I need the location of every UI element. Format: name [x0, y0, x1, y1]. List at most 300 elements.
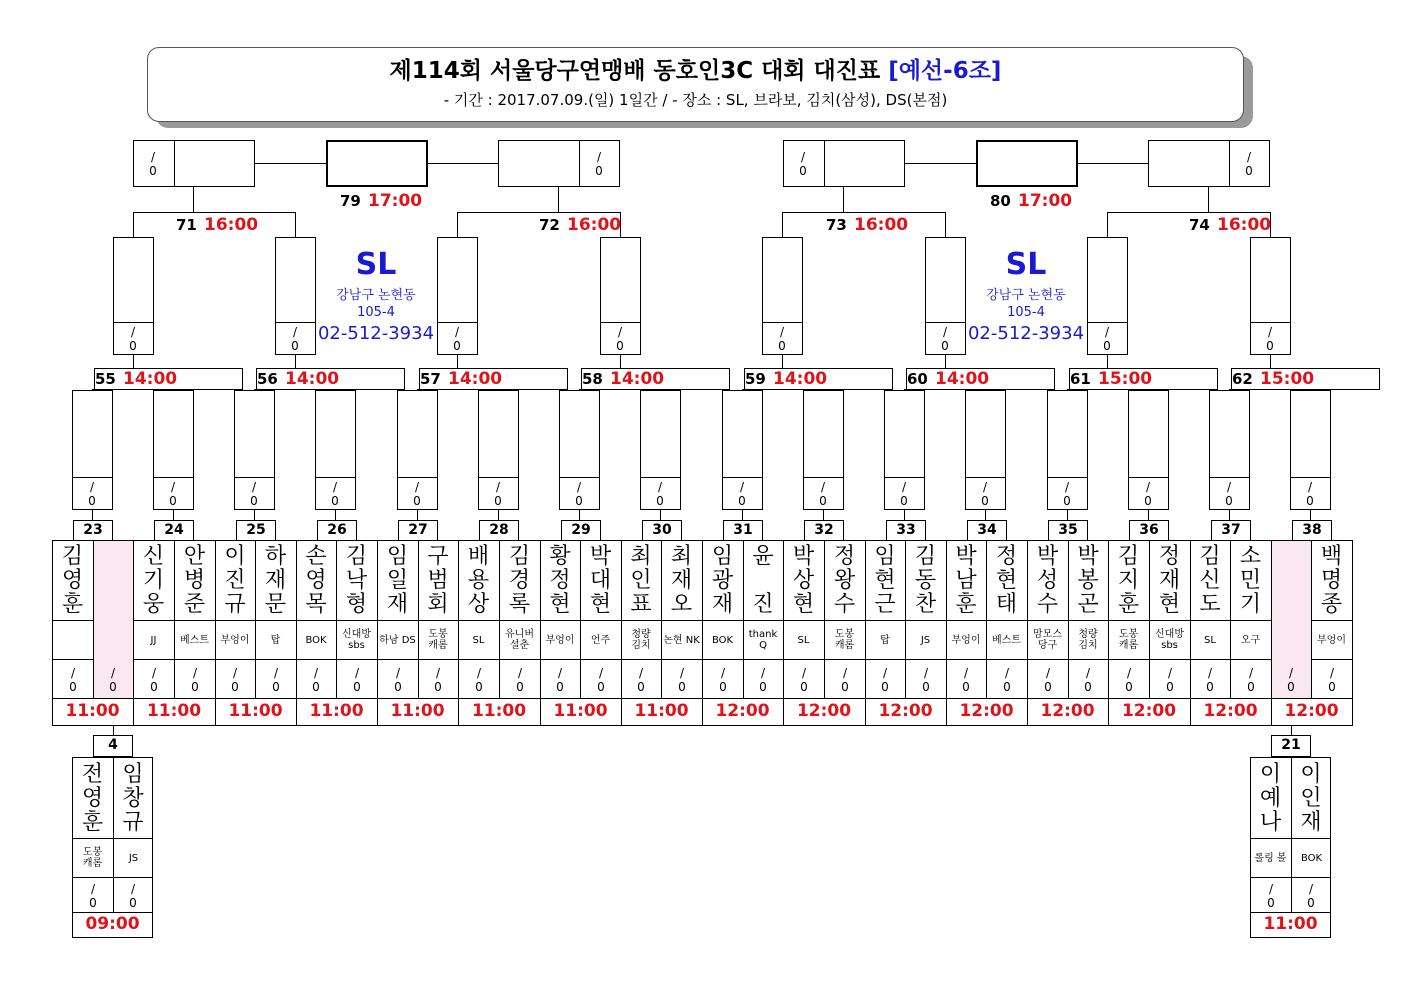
player-slash: / [801, 666, 807, 680]
player-score: 0 [89, 896, 97, 910]
semi-72-time: 16:00 [567, 215, 622, 235]
match-25-number: 25 [246, 522, 266, 538]
player-score: 0 [800, 680, 808, 694]
final-winner-slot [976, 140, 1078, 187]
semi-slot-slash: / [942, 325, 948, 339]
bracket-line [113, 725, 114, 735]
match-24-number: 24 [164, 522, 184, 538]
bracket-line [803, 477, 844, 478]
venue-phone: 02-512-3934 [967, 323, 1085, 344]
final-winner-slot [326, 140, 428, 187]
player-club: 부엉이 [220, 634, 250, 646]
player-name: 임 광 재 [711, 544, 734, 617]
player-name: 소 민 기 [1239, 544, 1262, 617]
match-28-number: 28 [489, 522, 509, 538]
quarter-slot-slash: / [1226, 480, 1232, 494]
player-club: 부엉이 [951, 634, 981, 646]
quarter-56-number: 56 [257, 370, 278, 388]
player-name: 김 지 훈 [1117, 544, 1140, 617]
player-slash: / [679, 666, 685, 680]
match-34-number: 34 [977, 522, 997, 538]
player-name: 박 상 현 [792, 544, 815, 617]
player-club: BOK [711, 634, 734, 646]
bracket-line [92, 510, 93, 520]
bracket-line [1078, 163, 1148, 164]
player-name: 김 동 찬 [914, 544, 937, 617]
player-club: 청량 김치 [1078, 629, 1098, 651]
player-slash: / [517, 666, 523, 680]
semi-71-number: 71 [176, 216, 197, 234]
bracket-line [824, 140, 825, 187]
player-name: 이 인 재 [1300, 762, 1322, 835]
bracket-line [1250, 877, 1331, 878]
player-club [94, 621, 132, 659]
player-slash: / [354, 666, 360, 680]
player-slash: / [70, 666, 76, 680]
player-score: 0 [353, 680, 361, 694]
player-score: 0 [719, 680, 727, 694]
player-name: 정 왕 수 [833, 544, 856, 617]
player-slash: / [1004, 666, 1010, 680]
player-club: 유니버 설춘 [505, 629, 534, 651]
player-club: 언주 [590, 634, 611, 646]
bracket-line [428, 163, 498, 164]
match-30-time: 11:00 [634, 701, 689, 721]
player-slash: / [232, 666, 238, 680]
match-31-number: 31 [733, 522, 753, 538]
final-right-slash: / [1246, 150, 1252, 164]
quarter-slot-slash: / [414, 480, 420, 494]
final-right-score: 0 [1245, 164, 1253, 178]
semi-slot-slash: / [1267, 325, 1273, 339]
bracket-line [397, 477, 438, 478]
player-club: SL [797, 634, 810, 646]
quarter-59-number: 59 [745, 370, 766, 388]
bracket-line [843, 187, 844, 212]
bracket-line [884, 477, 925, 478]
bracket-line [579, 140, 580, 187]
venue-address: 강남구 논현동 [336, 288, 416, 303]
player-score: 0 [1307, 896, 1315, 910]
match-29-time: 11:00 [553, 701, 608, 721]
player-slash: / [923, 666, 929, 680]
player-slash: / [90, 882, 96, 896]
quarter-slot-score: 0 [1063, 494, 1071, 508]
player-score: 0 [1287, 680, 1295, 694]
player-name: 구 범 회 [427, 544, 449, 617]
bracket-line [600, 322, 641, 323]
player-name: 최 재 오 [670, 544, 693, 617]
player-score: 0 [1166, 680, 1174, 694]
player-club: 베스트 [992, 634, 1021, 646]
quarter-58-time: 14:00 [610, 369, 665, 389]
player-score: 0 [231, 680, 239, 694]
bracket-line [72, 477, 113, 478]
bracket-line [254, 510, 255, 520]
final-80-number: 80 [990, 192, 1011, 210]
player-slash: / [313, 666, 319, 680]
player-score: 0 [637, 680, 645, 694]
bracket-line [782, 355, 783, 368]
player-slash: / [760, 666, 766, 680]
player-club: 하남 DS [379, 634, 416, 646]
quarter-slot-score: 0 [656, 494, 664, 508]
player-slash: / [1268, 882, 1274, 896]
player-club: 도봉 캐롬 [428, 629, 448, 651]
player-club: 부엉이 [545, 634, 575, 646]
bracket-line [1250, 912, 1331, 913]
quarter-62-number: 62 [1232, 370, 1253, 388]
player-name: 신 기 웅 [142, 544, 165, 617]
player-club: BOK [305, 634, 327, 646]
player-score: 0 [272, 680, 280, 694]
player-score: 0 [394, 680, 402, 694]
player-name: 이 예 나 [1259, 762, 1282, 835]
venue-address-number: 105-4 [1007, 305, 1045, 320]
player-slash: / [1329, 666, 1335, 680]
player-name: 김 신 도 [1199, 544, 1221, 617]
player-score: 0 [922, 680, 930, 694]
bracket-line [1250, 322, 1291, 323]
venue-name: SL [1005, 247, 1047, 282]
quarter-61-number: 61 [1070, 370, 1091, 388]
player-slash: / [395, 666, 401, 680]
match-24-time: 11:00 [146, 701, 202, 721]
quarter-slot-slash: / [89, 480, 95, 494]
match-38-number: 38 [1302, 522, 1322, 538]
match-37-time: 12:00 [1203, 701, 1258, 721]
player-slash: / [435, 666, 441, 680]
quarter-slot-slash: / [739, 480, 745, 494]
bracket-line [72, 912, 153, 913]
player-club: 도봉 캐롬 [834, 629, 855, 651]
player-score: 0 [475, 680, 483, 694]
player-slash: / [557, 666, 563, 680]
page-title: 제114회 서울당구연맹배 동호인3C 대회 대진표 [389, 58, 881, 84]
final-left-score: 0 [799, 164, 807, 178]
quarter-61-time: 15:00 [1098, 369, 1153, 389]
player-club: 신대방 sbs [1155, 629, 1184, 651]
semi-slot-slash: / [292, 325, 298, 339]
quarter-slot-score: 0 [169, 494, 177, 508]
match-38-time: 12:00 [1284, 701, 1339, 721]
prelim-4-time: 09:00 [85, 914, 140, 934]
player-score: 0 [434, 680, 442, 694]
player-club: JS [128, 852, 139, 864]
player-score: 0 [841, 680, 849, 694]
player-slash: / [1288, 666, 1294, 680]
player-score: 0 [1125, 680, 1133, 694]
match-31-time: 12:00 [715, 701, 770, 721]
bracket-line [1229, 140, 1230, 187]
player-slash: / [110, 666, 116, 680]
player-score: 0 [69, 680, 77, 694]
player-club [53, 621, 92, 659]
quarter-slot-score: 0 [575, 494, 583, 508]
player-slash: / [476, 666, 482, 680]
semi-slot-score: 0 [1103, 339, 1111, 353]
player-score: 0 [516, 680, 524, 694]
player-name: 배 용 상 [467, 544, 490, 617]
player-name: 임 창 규 [122, 762, 144, 835]
player-name: 최 인 표 [630, 544, 652, 617]
player-slash: / [273, 666, 279, 680]
bracket-line [823, 510, 824, 520]
match-26-number: 26 [327, 522, 347, 538]
bracket-line [457, 212, 458, 237]
player-club: 부엉이 [1317, 634, 1346, 646]
player-slash: / [151, 666, 157, 680]
quarter-slot-slash: / [1064, 480, 1070, 494]
player-slash: / [1045, 666, 1051, 680]
player-slash: / [130, 882, 136, 896]
player-name: 박 봉 곤 [1077, 544, 1099, 617]
quarter-slot-slash: / [657, 480, 663, 494]
player-slash: / [638, 666, 644, 680]
final-79-number: 79 [340, 192, 361, 210]
quarter-55-number: 55 [95, 370, 116, 388]
bracket-line [985, 510, 986, 520]
player-club: JS [920, 634, 931, 646]
semi-73-time: 16:00 [854, 215, 909, 235]
bracket-line [133, 355, 134, 368]
player-name: 정 현 태 [995, 544, 1018, 617]
player-score: 0 [1328, 680, 1336, 694]
bracket-line [945, 355, 946, 368]
bracket-line [1107, 355, 1108, 368]
player-club: 오구 [1240, 634, 1261, 646]
quarter-slot-slash: / [495, 480, 501, 494]
bracket-line [255, 163, 326, 164]
bracket-line [558, 187, 559, 212]
match-26-time: 11:00 [309, 701, 364, 721]
bracket-line [782, 212, 945, 213]
bracket-line [295, 212, 296, 237]
bracket-line [174, 140, 175, 187]
quarter-55-time: 14:00 [123, 369, 178, 389]
player-name: 안 병 준 [183, 544, 206, 617]
player-slash: / [963, 666, 969, 680]
player-name: 박 대 현 [589, 544, 612, 617]
player-score: 0 [1247, 680, 1255, 694]
quarter-slot-slash: / [1307, 480, 1313, 494]
bracket-line [1209, 477, 1250, 478]
match-28-time: 11:00 [471, 701, 527, 721]
quarter-58-number: 58 [582, 370, 603, 388]
quarter-60-time: 14:00 [935, 369, 990, 389]
quarter-slot-slash: / [982, 480, 988, 494]
match-37-number: 37 [1221, 522, 1241, 538]
quarter-57-number: 57 [420, 370, 441, 388]
player-slash: / [882, 666, 888, 680]
bracket-line [722, 477, 763, 478]
match-33-time: 12:00 [878, 701, 933, 721]
quarter-60-number: 60 [907, 370, 928, 388]
venue-name: SL [355, 247, 397, 282]
semi-72-number: 72 [539, 216, 560, 234]
player-name: 김 영 훈 [61, 544, 84, 617]
player-name: 박 성 수 [1036, 544, 1059, 617]
bracket-line [113, 322, 154, 323]
page-subtitle: - 기간 : 2017.07.09.(일) 1일간 / - 장소 : SL, 브라보, 김치(삼성), DS(본점) [443, 91, 948, 109]
player-slash: / [1308, 882, 1314, 896]
quarter-slot-slash: / [901, 480, 907, 494]
player-score: 0 [1206, 680, 1214, 694]
bracket-line [193, 187, 194, 212]
quarter-slot-score: 0 [819, 494, 827, 508]
player-club: BOK [1300, 852, 1323, 864]
bracket-line [315, 477, 356, 478]
player-name: 황 정 현 [549, 544, 571, 617]
player-score: 0 [1267, 896, 1275, 910]
player-score: 0 [962, 680, 970, 694]
bracket-line [417, 510, 418, 520]
semi-74-time: 16:00 [1217, 215, 1272, 235]
player-name: 이 진 규 [224, 544, 246, 617]
semi-71-time: 16:00 [204, 215, 259, 235]
bracket-line [1047, 477, 1088, 478]
match-27-time: 11:00 [390, 701, 445, 721]
final-80-time: 17:00 [1018, 191, 1073, 211]
bracket-line [133, 212, 295, 213]
quarter-slot-score: 0 [1144, 494, 1152, 508]
player-name: 하 재 문 [264, 544, 287, 617]
final-right-slash: / [596, 150, 602, 164]
player-score: 0 [597, 680, 605, 694]
match-33-number: 33 [896, 522, 916, 538]
bracket-line [1208, 187, 1209, 212]
player-club: SL [1204, 634, 1216, 646]
bracket-line [742, 510, 743, 520]
match-35-time: 12:00 [1040, 701, 1095, 721]
final-right-score: 0 [595, 164, 603, 178]
player-club: 신대방 sbs [342, 629, 371, 651]
match-36-time: 12:00 [1121, 701, 1177, 721]
quarter-slot-slash: / [1145, 480, 1151, 494]
venue-address-number: 105-4 [357, 305, 395, 320]
semi-slot-slash: / [779, 325, 785, 339]
semi-slot-slash: / [130, 325, 136, 339]
bracket-line [905, 163, 976, 164]
bracket-line [295, 355, 296, 368]
final-79-time: 17:00 [368, 191, 423, 211]
semi-slot-slash: / [1104, 325, 1110, 339]
bracket-line [579, 510, 580, 520]
player-slash: / [1207, 666, 1213, 680]
quarter-57-time: 14:00 [448, 369, 503, 389]
player-slash: / [720, 666, 726, 680]
player-name: 임 일 재 [386, 544, 409, 617]
bracket-line [153, 477, 194, 478]
player-score: 0 [1084, 680, 1092, 694]
semi-slot-score: 0 [941, 339, 949, 353]
semi-slot-slash: / [617, 325, 623, 339]
bracket-line [965, 477, 1006, 478]
match-36-number: 36 [1139, 522, 1159, 538]
bracket-line [1107, 212, 1270, 213]
quarter-slot-score: 0 [900, 494, 908, 508]
quarter-slot-score: 0 [88, 494, 96, 508]
bracket-line [559, 477, 600, 478]
player-slash: / [192, 666, 198, 680]
semi-73-number: 73 [826, 216, 847, 234]
bracket-line [620, 355, 621, 368]
bracket-line [1128, 477, 1169, 478]
quarter-62-time: 15:00 [1260, 369, 1315, 389]
player-slash: / [598, 666, 604, 680]
bracket-line [498, 510, 499, 520]
bracket-line [275, 322, 316, 323]
player-name: 정 재 현 [1158, 544, 1181, 617]
bracket-line [1310, 510, 1311, 520]
bracket-line [1107, 212, 1108, 237]
final-left-score: 0 [149, 164, 157, 178]
quarter-56-time: 14:00 [285, 369, 340, 389]
player-name: 박 남 훈 [955, 544, 977, 617]
bracket-line [1352, 540, 1353, 726]
player-score: 0 [1003, 680, 1011, 694]
semi-slot-score: 0 [129, 339, 137, 353]
player-score: 0 [881, 680, 889, 694]
player-slash: / [1085, 666, 1091, 680]
match-32-number: 32 [814, 522, 834, 538]
player-score: 0 [150, 680, 158, 694]
player-slash: / [1126, 666, 1132, 680]
player-slash: / [842, 666, 848, 680]
bracket-line [782, 212, 783, 237]
prelim-21-time: 11:00 [1263, 914, 1318, 934]
bracket-line [234, 477, 275, 478]
page-title-row [147, 60, 1244, 83]
venue-address: 강남구 논현동 [986, 288, 1066, 303]
match-30-number: 30 [652, 522, 672, 538]
player-club: 논현 NK [663, 634, 700, 646]
player-score: 0 [191, 680, 199, 694]
player-score: 0 [678, 680, 686, 694]
semi-74-number: 74 [1189, 216, 1210, 234]
bracket-line [1270, 355, 1271, 368]
player-club: 맘모스 당구 [1033, 629, 1062, 651]
quarter-slot-score: 0 [738, 494, 746, 508]
bracket-line [1290, 477, 1331, 478]
semi-slot-score: 0 [616, 339, 624, 353]
player-score: 0 [312, 680, 320, 694]
bracket-line [762, 322, 803, 323]
quarter-slot-score: 0 [494, 494, 502, 508]
match-25-time: 11:00 [228, 701, 283, 721]
prelim-21-number: 21 [1281, 737, 1301, 753]
final-left-slash: / [150, 150, 156, 164]
bracket-line [1067, 510, 1068, 520]
bracket-line [1291, 725, 1292, 735]
match-23-time: 11:00 [65, 701, 120, 721]
player-club: SL [472, 634, 485, 646]
final-left-slash: / [800, 150, 806, 164]
semi-slot-score: 0 [1266, 339, 1274, 353]
quarter-slot-score: 0 [1306, 494, 1314, 508]
player-score: 0 [129, 896, 137, 910]
player-slash: / [1167, 666, 1173, 680]
bracket-line [335, 510, 336, 520]
player-club: 베스트 [180, 634, 209, 646]
semi-slot-score: 0 [291, 339, 299, 353]
player-club: 도봉 캐롬 [1118, 629, 1139, 651]
bracket-line [1087, 322, 1128, 323]
bracket-line [478, 477, 519, 478]
player-name: 손 영 목 [305, 544, 327, 617]
match-23-number: 23 [83, 522, 103, 538]
bracket-line [173, 510, 174, 520]
